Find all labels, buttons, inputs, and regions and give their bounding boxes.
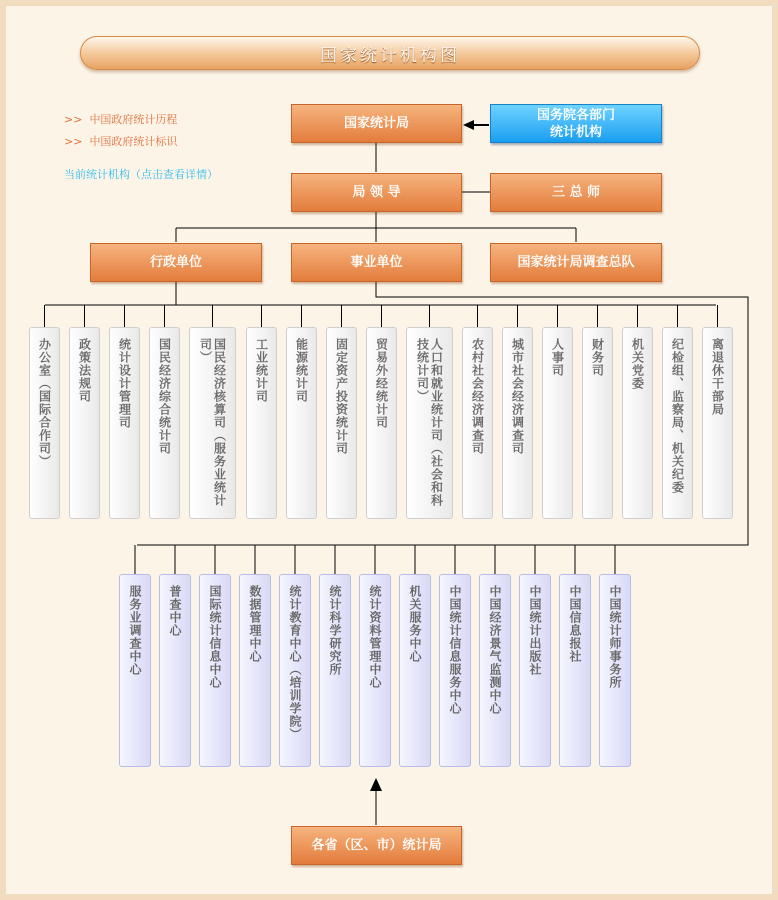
admin-unit[interactable]: 固定资产投资统计司 [326, 327, 357, 519]
admin-unit[interactable]: 财务司 [582, 327, 613, 519]
admin-unit[interactable]: 政策法规司 [69, 327, 100, 519]
admin-unit[interactable]: 离退休干部局 [702, 327, 733, 519]
public-unit[interactable]: 中国统计信息服务中心 [439, 574, 471, 767]
public-unit[interactable]: 国际统计信息中心 [199, 574, 231, 767]
admin-unit[interactable]: 国民经济综合统计司 [149, 327, 180, 519]
public-unit[interactable]: 普查中心 [159, 574, 191, 767]
admin-unit[interactable]: 贸易外经统计司 [366, 327, 397, 519]
public-unit[interactable]: 中国信息报社 [559, 574, 591, 767]
admin-unit[interactable]: 工业统计司 [246, 327, 277, 519]
nbs-box[interactable]: 国家统计局 [291, 104, 462, 143]
page-title: 国家统计机构图 [80, 36, 700, 70]
public-unit[interactable]: 统计资料管理中心 [359, 574, 391, 767]
public-unit[interactable]: 数据管理中心 [239, 574, 271, 767]
public-unit[interactable]: 中国统计出版社 [519, 574, 551, 767]
admin-unit[interactable]: 统计设计管理司 [109, 327, 140, 519]
link-statistics-history[interactable]: >> 中国政府统计历程 [64, 113, 178, 126]
admin-unit[interactable]: 国民经济核算司（服务业统计司） [189, 327, 236, 519]
public-unit[interactable]: 统计科学研究所 [319, 574, 351, 767]
public-unit[interactable]: 统计教育中心（培训学院） [279, 574, 311, 767]
leaders-box[interactable]: 局 领 导 [291, 173, 462, 212]
survey-team-box[interactable]: 国家统计局调查总队 [490, 243, 662, 282]
provincial-bureaus-box[interactable]: 各省（区、市）统计局 [291, 826, 462, 865]
arrow-to-nbs [463, 120, 474, 130]
public-units-box[interactable]: 事业单位 [291, 243, 462, 282]
admin-unit[interactable]: 人事司 [542, 327, 573, 519]
admin-unit[interactable]: 农村社会经济调查司 [462, 327, 493, 519]
admin-unit[interactable]: 办公室（国际合作司） [29, 327, 60, 519]
chief-three-box[interactable]: 三 总 师 [490, 173, 662, 212]
admin-unit[interactable]: 纪检组、监察局、机关纪委 [662, 327, 693, 519]
state-council-box[interactable]: 国务院各部门统计机构 [490, 104, 662, 143]
link-prefix-icon: >> [64, 113, 83, 126]
link-statistics-logo[interactable]: >> 中国政府统计标识 [64, 135, 178, 148]
admin-unit[interactable]: 人口和就业统计司（社会和科技统计司） [406, 327, 453, 519]
admin-units-box[interactable]: 行政单位 [90, 243, 262, 282]
link-prefix-icon: >> [64, 135, 83, 148]
arrow-up-icon [370, 778, 382, 791]
admin-unit[interactable]: 机关党委 [622, 327, 653, 519]
admin-unit[interactable]: 城市社会经济调查司 [502, 327, 533, 519]
public-unit[interactable]: 机关服务中心 [399, 574, 431, 767]
public-unit[interactable]: 中国经济景气监测中心 [479, 574, 511, 767]
current-org-note[interactable]: 当前统计机构（点击查看详情） [64, 168, 218, 181]
public-unit[interactable]: 服务业调查中心 [119, 574, 151, 767]
admin-unit[interactable]: 能源统计司 [286, 327, 317, 519]
public-unit[interactable]: 中国统计师事务所 [599, 574, 631, 767]
